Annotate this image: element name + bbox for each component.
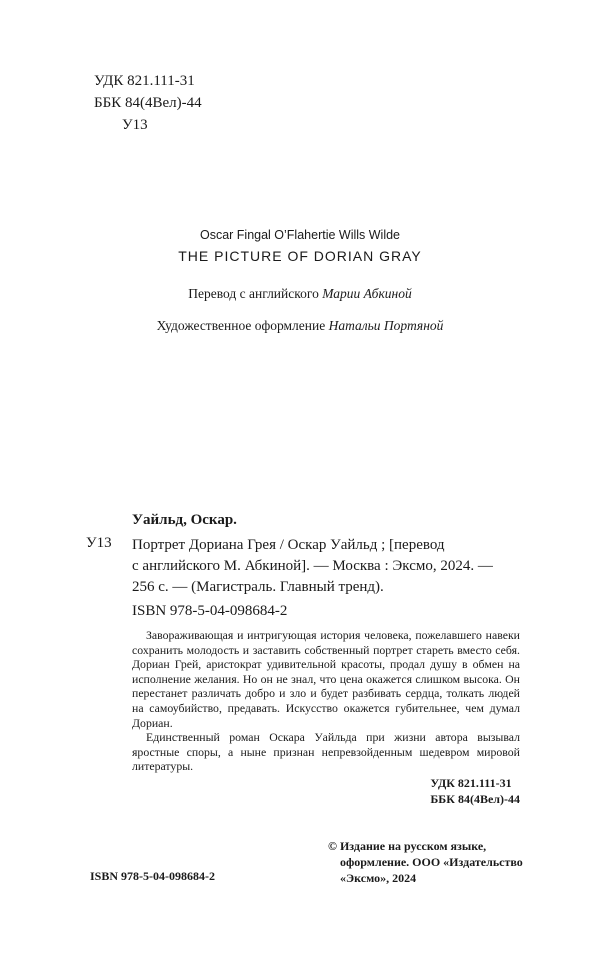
annotation-paragraph-2 bbox=[132, 730, 520, 774]
bibliographic-line: Портрет Дориана Грея / Оскар Уайльд ; [перевод bbox=[132, 537, 445, 553]
design-credit bbox=[0, 318, 600, 334]
footer-classification-codes bbox=[430, 775, 520, 807]
translation-prefix: Перевод с английского bbox=[188, 286, 319, 301]
designer-name: Натальи Портяной bbox=[328, 318, 444, 333]
copyright-line: оформление. ООО «Издательство bbox=[340, 855, 523, 869]
annotation-text: Единственный роман Оскара Уайльда при жизни автора вызывал яростные споры, а ныне признан непревзойденным шедевром мировой литературы. bbox=[132, 730, 520, 774]
author-mark: У13 bbox=[122, 117, 148, 133]
isbn-footer: ISBN 978-5-04-098684-2 bbox=[90, 869, 215, 883]
udk-code: УДК 821.111-31 bbox=[94, 73, 195, 89]
bibliographic-author-mark: У13 bbox=[86, 535, 112, 551]
annotation-paragraph-1 bbox=[132, 628, 520, 730]
classification-codes bbox=[94, 70, 202, 136]
copyright-notice bbox=[328, 838, 523, 886]
bibliographic-description bbox=[132, 535, 520, 598]
bibliographic-line: 256 с. — (Магистраль. Главный тренд). bbox=[132, 579, 384, 595]
copyright-line: «Эксмо», 2024 bbox=[340, 871, 417, 885]
translator-name: Марии Абкиной bbox=[322, 286, 412, 301]
bibliographic-line: с английского М. Абкиной]. — Москва : Эксмо, 2024. — bbox=[132, 558, 493, 574]
design-prefix: Художественное оформление bbox=[156, 318, 326, 333]
translation-credit bbox=[0, 286, 600, 302]
bibliographic-isbn: ISBN 978-5-04-098684-2 bbox=[132, 603, 288, 619]
footer-udk-code: УДК 821.111-31 bbox=[430, 776, 512, 790]
annotation-text: Завораживающая и интригующая история человека, пожелавшего навеки сохранить молодость и заставить собственный портрет стареть вместо себя. Дориан Грей, аристократ удивительной красоты, продал душу в обмен на исполнение желания. Но он не знал, что цена окажется слишком высока. Он перестанет различать добро и зло и будет разбивать сердца, толкать людей на самоубийство, предавать. Искусство окажется губительнее, чем думал Дориан. bbox=[132, 628, 520, 730]
original-author: Oscar Fingal O’Flahertie Wills Wilde bbox=[199, 228, 401, 242]
bibliographic-author-heading: Уайльд, Оскар. bbox=[132, 512, 237, 528]
original-title: THE PICTURE OF DORIAN GRAY bbox=[178, 248, 422, 264]
footer-bbk-code: ББК 84(4Вел)-44 bbox=[430, 792, 520, 806]
copyright-line: © Издание на русском языке, bbox=[328, 839, 487, 853]
bbk-code: ББК 84(4Вел)-44 bbox=[94, 95, 202, 111]
